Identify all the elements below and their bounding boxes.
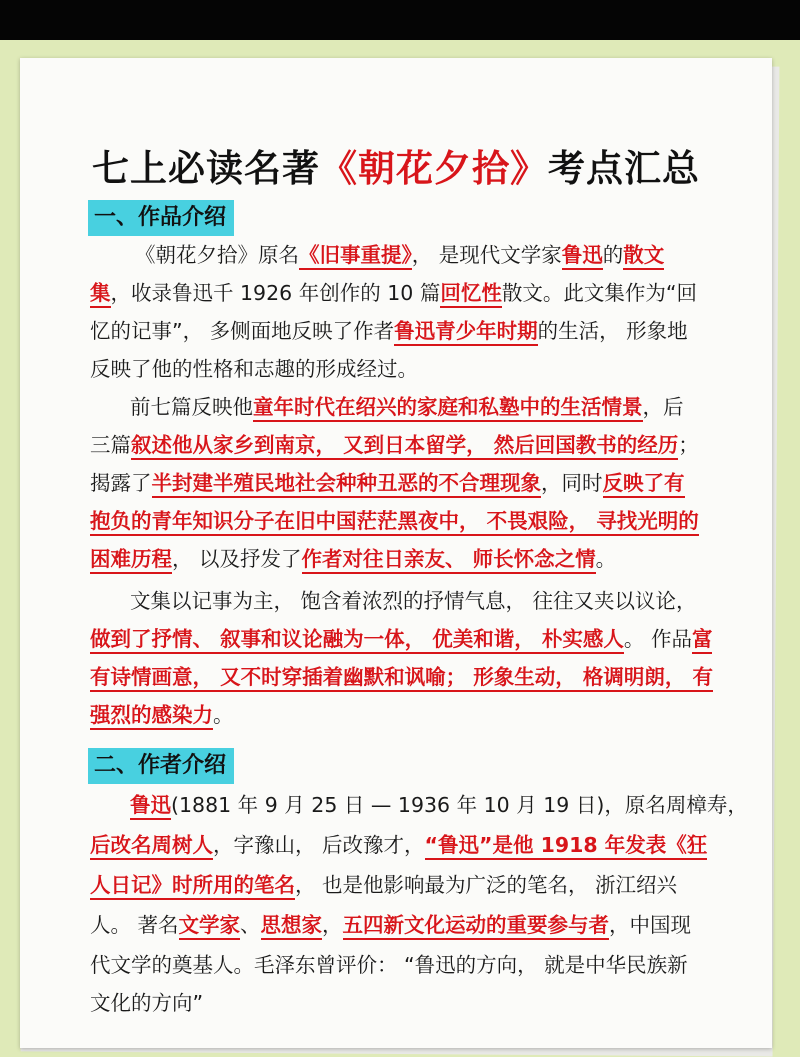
highlighted-text: 鲁迅青少年时期 xyxy=(394,319,538,346)
highlighted-text: 五四新文化运动的重要参与者 xyxy=(343,913,610,940)
body-text: 文集以记事为主， 饱含着浓烈的抒情气息， 往往又夹以议论， xyxy=(130,589,697,613)
section-heading-work: 一、作品介绍 xyxy=(88,200,234,236)
section2-line-5 xyxy=(90,986,203,1020)
section2-line-4 xyxy=(90,948,688,982)
section1-line-9 xyxy=(130,584,697,618)
section1-line-1 xyxy=(90,276,697,310)
body-text: ，字豫山， 后改豫才， xyxy=(213,833,425,857)
highlighted-text: 叙述他从家乡到南京， 又到日本留学， 然后回国教书的经历 xyxy=(131,433,678,460)
section1-line-10 xyxy=(90,622,712,656)
highlighted-text: 作者对往日亲友、 师长怀念之情 xyxy=(302,547,596,574)
section1-line-0 xyxy=(135,238,664,272)
highlighted-text: 思想家 xyxy=(261,913,323,940)
section1-line-5 xyxy=(90,428,699,462)
body-text: 反映了他的性格和志趣的形成经过。 xyxy=(90,357,418,381)
highlighted-text: 鲁迅 xyxy=(562,243,603,270)
body-text: 散文。此文集作为“回 xyxy=(501,281,697,305)
top-black-bar xyxy=(0,0,800,40)
page-title xyxy=(20,138,772,192)
title-prefix: 七上必读名著 xyxy=(92,147,320,190)
body-text: 。 xyxy=(213,703,234,727)
title-book: 《朝花夕拾》 xyxy=(320,147,548,190)
body-text: ， 是现代文学家 xyxy=(411,243,562,267)
section2-line-3 xyxy=(90,908,691,942)
section2-line-2 xyxy=(90,868,677,902)
highlighted-text: 有诗情画意， 又不时穿插着幽默和讽喻； 形象生动， 格调明朗， 有 xyxy=(90,665,713,692)
body-text: 揭露了 xyxy=(90,471,152,495)
body-text: 的生活， 形象地 xyxy=(537,319,688,343)
body-text: 。 作品 xyxy=(623,627,692,651)
highlighted-text: 鲁迅 xyxy=(130,793,171,820)
body-text: 人。 著名 xyxy=(90,913,179,937)
highlighted-text: 半封建半殖民地社会种种丑恶的不合理现象 xyxy=(152,471,542,498)
highlighted-text: 《旧事重提》 xyxy=(299,243,412,270)
body-text: ， xyxy=(322,913,343,937)
highlighted-text: 后改名周树人 xyxy=(90,833,213,860)
section1-line-6 xyxy=(90,466,685,500)
highlighted-text: 做到了抒情、 叙事和议论融为一体， 优美和谐， 朴实感人 xyxy=(90,627,624,654)
section1-line-3 xyxy=(90,352,418,386)
body-text: 忆的记事”， 多侧面地反映了作者 xyxy=(90,319,395,343)
body-text: 的 xyxy=(602,243,624,267)
body-text: 代文学的奠基人。毛泽东曾评价： “鲁迅的方向， 就是中华民族新 xyxy=(90,953,688,977)
highlighted-text: 人日记》时所用的笔名 xyxy=(90,873,295,900)
body-text: ，收录鲁迅千 1926 年创作的 10 篇 xyxy=(110,281,441,305)
body-text: 三篇 xyxy=(90,433,131,457)
section2-line-0 xyxy=(130,788,748,822)
highlighted-text: “鲁迅”是他 1918 年发表《狂 xyxy=(425,833,708,860)
body-text: ， 以及抒发了 xyxy=(172,547,302,571)
body-text: (1881 年 9 月 25 日 — 1936 年 10 月 19 日)，原名周樟寿， xyxy=(171,793,748,817)
body-text: 。 xyxy=(595,547,617,571)
highlighted-text: 抱负的青年知识分子在旧中国茫茫黑夜中， 不畏艰险， 寻找光明的 xyxy=(90,509,699,536)
highlighted-text: 富 xyxy=(692,627,713,654)
paper-sheet xyxy=(20,58,772,1048)
section1-line-11 xyxy=(90,660,713,694)
body-text: ，后 xyxy=(642,395,684,419)
section-heading-author: 二、作者介绍 xyxy=(88,748,234,784)
section1-line-8 xyxy=(90,542,616,576)
highlighted-text: 集 xyxy=(90,281,111,308)
section1-line-12 xyxy=(90,698,234,732)
highlighted-text: 散文 xyxy=(623,243,664,270)
highlighted-text: 强烈的感染力 xyxy=(90,703,213,730)
highlighted-text: 童年时代在绍兴的家庭和私塾中的生活情景 xyxy=(253,395,643,422)
body-text: ， 也是他影响最为广泛的笔名， 浙江绍兴 xyxy=(295,873,678,897)
highlighted-text: 困难历程 xyxy=(90,547,172,574)
highlighted-text: 文学家 xyxy=(179,913,241,940)
highlighted-text: 回忆性 xyxy=(440,281,502,308)
body-text: ； xyxy=(678,433,699,457)
body-text: 、 xyxy=(240,913,261,937)
section1-line-4 xyxy=(130,390,684,424)
body-text: ，同时 xyxy=(541,471,603,495)
section1-line-2 xyxy=(90,314,688,348)
section2-line-1 xyxy=(90,828,707,862)
body-text: 前七篇反映他 xyxy=(130,395,253,419)
section1-line-7 xyxy=(90,504,699,538)
body-text: 《朝花夕拾》原名 xyxy=(135,243,299,267)
title-suffix: 考点汇总 xyxy=(548,147,700,190)
highlighted-text: 反映了有 xyxy=(603,471,685,498)
body-text: ，中国现 xyxy=(609,913,692,937)
body-text: 文化的方向” xyxy=(90,991,204,1015)
